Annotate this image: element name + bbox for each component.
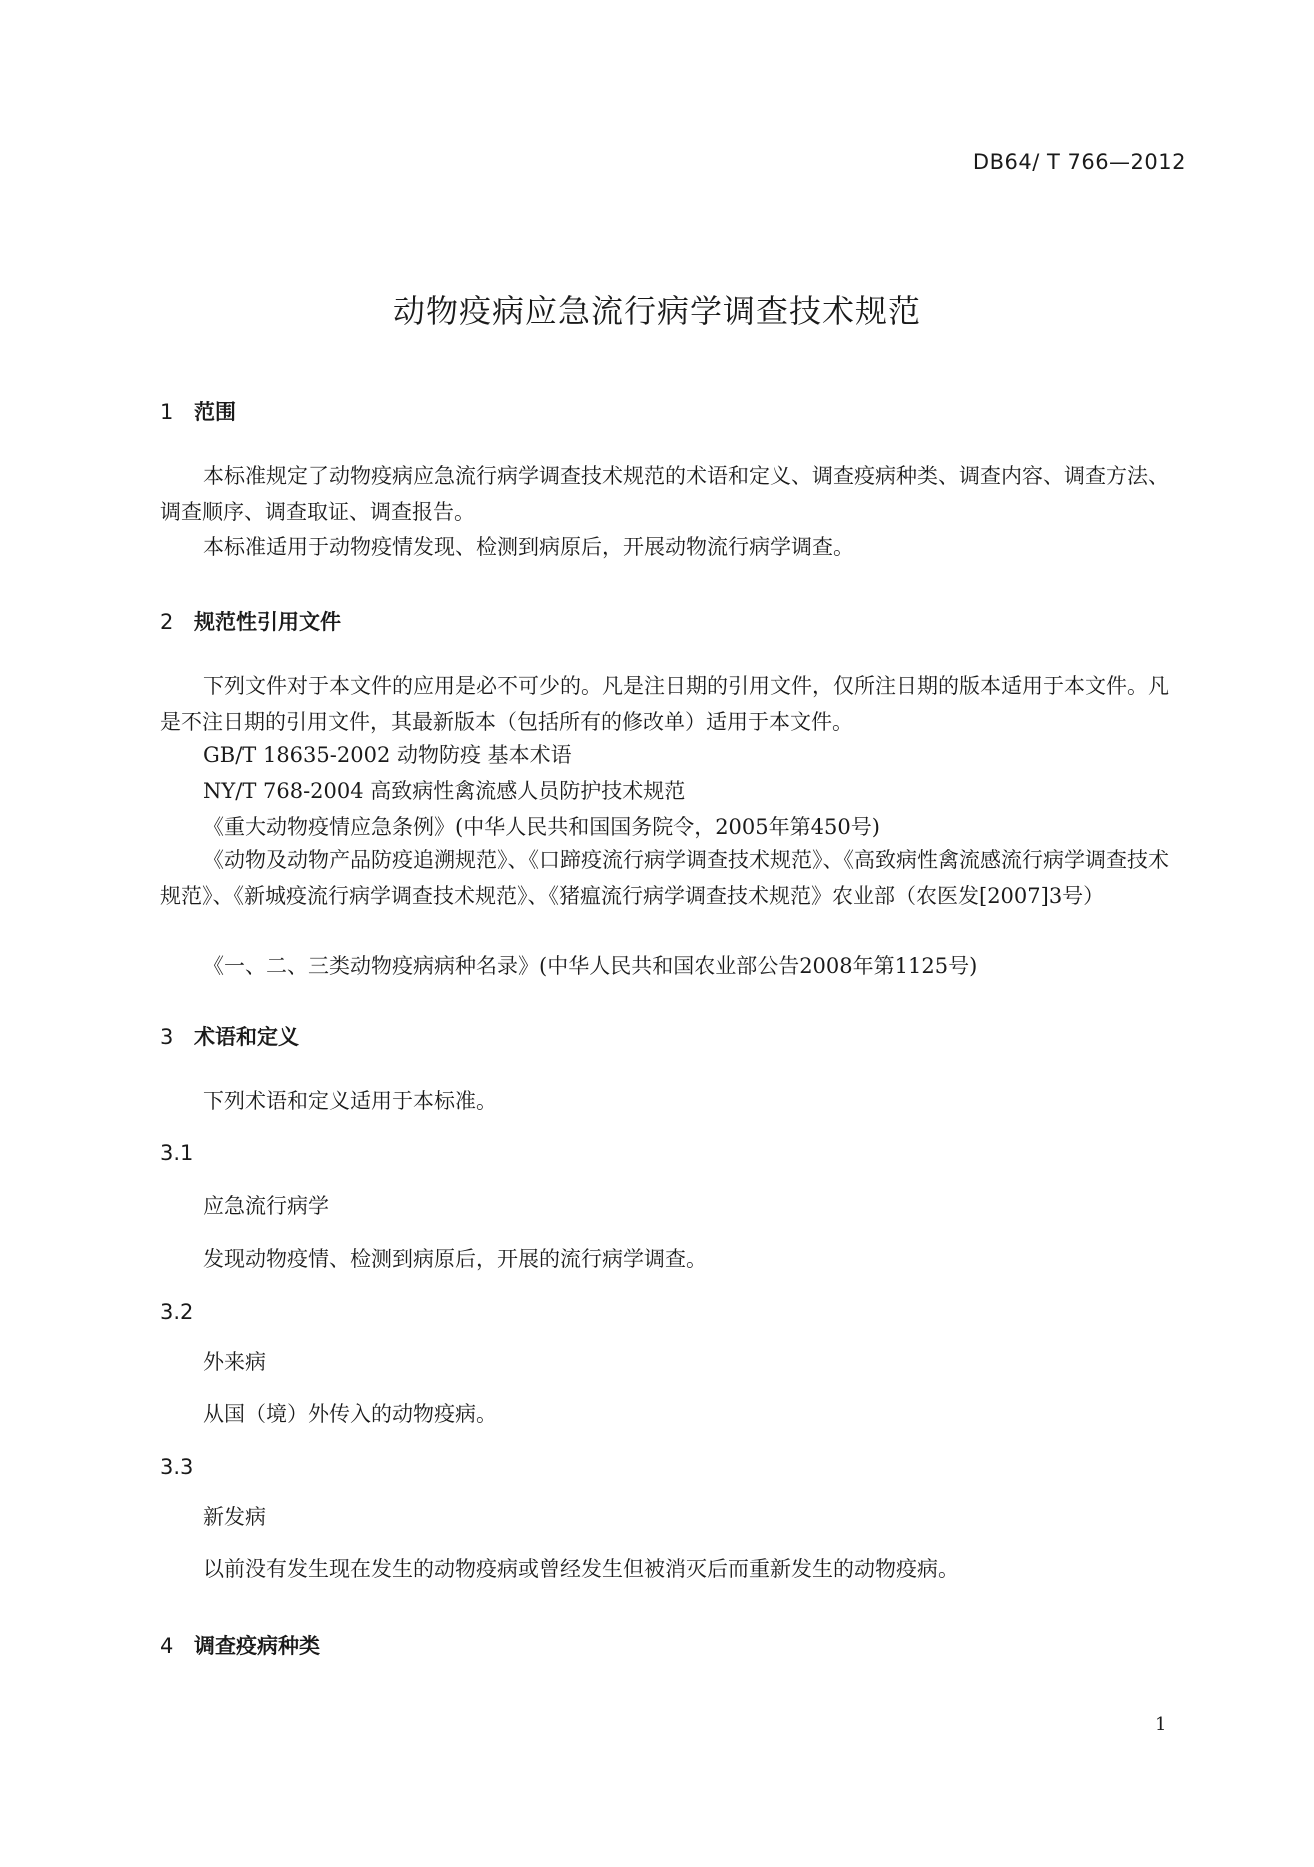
section-3-number: 3 xyxy=(160,1025,174,1049)
section-2-paragraph-1: 下列文件对于本文件的应用是必不可少的。凡是注日期的引用文件，仅所注日期的版本适用于本文件。凡是不注日期的引用文件，其最新版本（包括所有的修改单）适用于本文件。 xyxy=(160,674,1169,734)
term-number: 3.1 xyxy=(160,1141,194,1165)
section-1-paragraph-1: 本标准规定了动物疫病应急流行病学调查技术规范的术语和定义、调查疫病种类、调查内容、调查方法、调查顺序、调查取证、调查报告。 xyxy=(160,464,1169,524)
standard-code: DB64/ T 766—2012 xyxy=(972,150,1186,174)
term-name: 应急流行病学 xyxy=(203,1194,329,1218)
section-4-heading xyxy=(160,1630,320,1660)
section-3-intro: 下列术语和定义适用于本标准。 xyxy=(203,1089,497,1113)
section-2-number: 2 xyxy=(160,610,174,634)
section-4-title: 调查疫病种类 xyxy=(194,1634,320,1658)
term-name: 新发病 xyxy=(203,1505,266,1529)
term-definition: 从国（境）外传入的动物疫病。 xyxy=(203,1402,497,1426)
section-3-heading xyxy=(160,1021,299,1051)
section-2-title: 规范性引用文件 xyxy=(194,610,341,634)
term-definition: 发现动物疫情、检测到病原后，开展的流行病学调查。 xyxy=(203,1247,707,1271)
reference-item: GB/T 18635-2002 动物防疫 基本术语 xyxy=(203,743,572,767)
reference-item: NY/T 768-2004 高致病性禽流感人员防护技术规范 xyxy=(203,779,686,803)
section-3-title: 术语和定义 xyxy=(194,1025,299,1049)
section-1-paragraph-2: 本标准适用于动物疫情发现、检测到病原后，开展动物流行病学调查。 xyxy=(203,535,854,559)
document-title: 动物疫病应急流行病学调查技术规范 xyxy=(392,292,921,330)
reference-item: 《重大动物疫情应急条例》(中华人民共和国国务院令，2005年第450号) xyxy=(203,815,880,839)
section-1-number: 1 xyxy=(160,400,174,424)
reference-item: 《动物及动物产品防疫追溯规范》、《口蹄疫流行病学调查技术规范》、《高致病性禽流感流行病学调查技术规范》、《新城疫流行病学调查技术规范》、《猪瘟流行病学调查技术规范》农业部（农医发[2007]3号） xyxy=(160,848,1169,908)
section-1-title: 范围 xyxy=(194,400,236,424)
term-definition: 以前没有发生现在发生的动物疫病或曾经发生但被消灭后而重新发生的动物疫病。 xyxy=(203,1557,959,1581)
section-2-heading xyxy=(160,606,341,636)
term-number: 3.3 xyxy=(160,1455,194,1479)
term-name: 外来病 xyxy=(203,1350,266,1374)
section-1-heading xyxy=(160,396,236,426)
page-number: 1 xyxy=(1155,1714,1167,1735)
term-number: 3.2 xyxy=(160,1300,194,1324)
reference-item: 《一、二、三类动物疫病病种名录》(中华人民共和国农业部公告2008年第1125号) xyxy=(203,954,978,978)
section-4-number: 4 xyxy=(160,1634,174,1658)
